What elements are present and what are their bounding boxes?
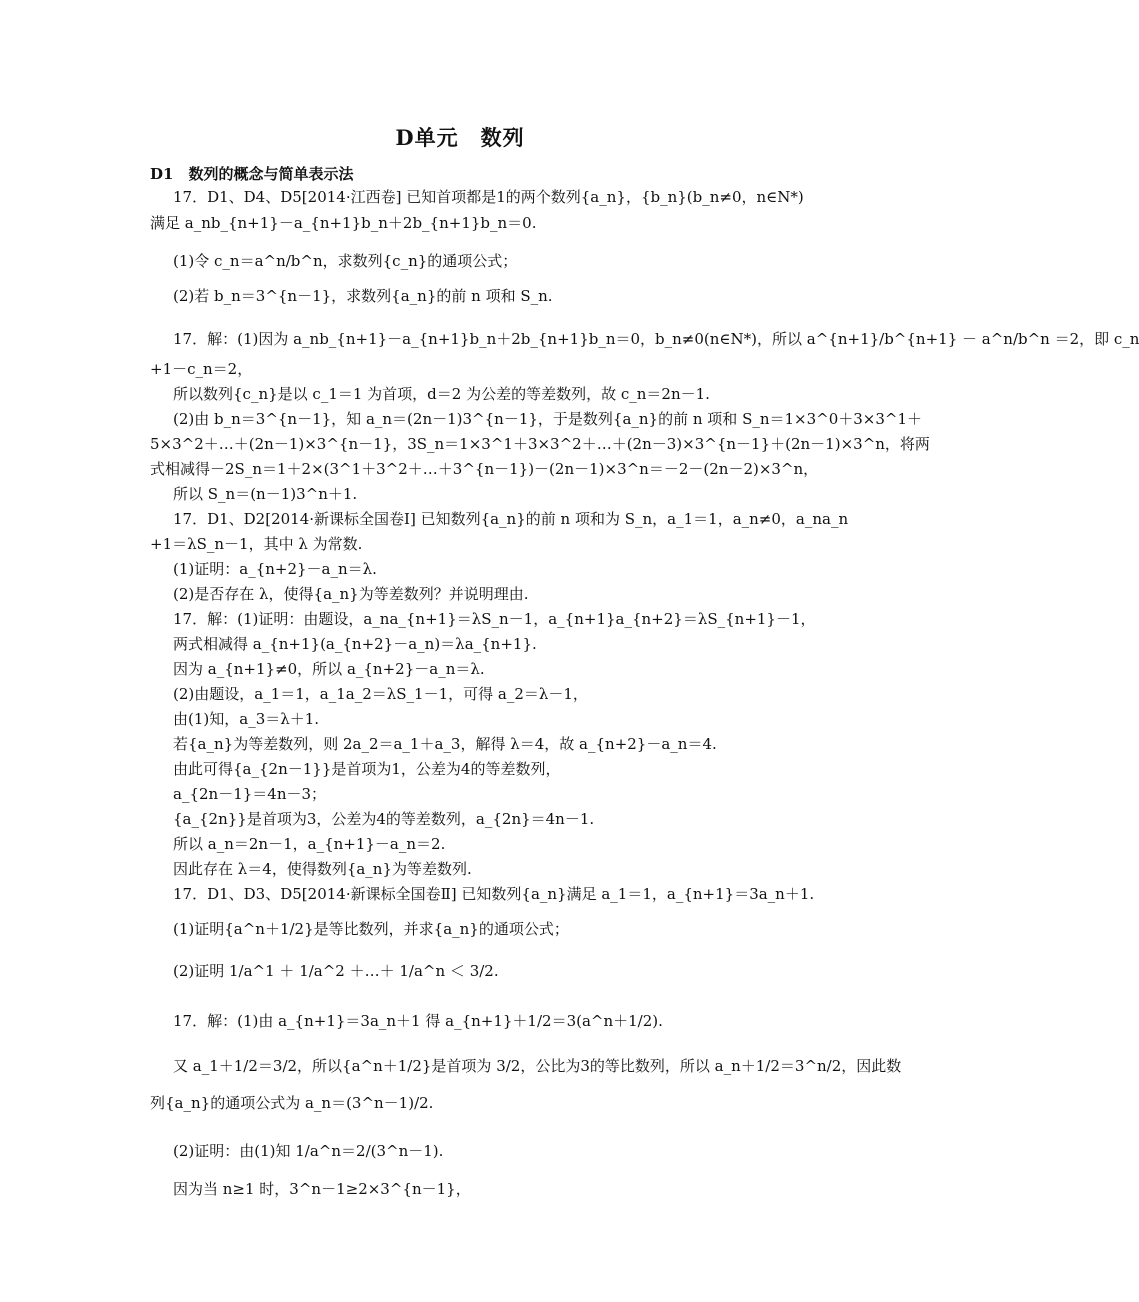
text-line: 17．解：(1)证明：由题设，a_na_{n+1}＝λS_n－1，a_{n+1}a_{n+2}＝λS_{n+1}－1，: [173, 610, 816, 628]
text-line: 所以 S_n＝(n－1)3^n＋1.: [173, 485, 358, 503]
text-line: 若{a_n}为等差数列，则 2a_2＝a_1＋a_3，解得 λ＝4，故 a_{n+2}－a_n＝4.: [173, 735, 717, 753]
text-line: 式相减得－2S_n＝1＋2×(3^1＋3^2＋…＋3^{n－1})－(2n－1)×3^n＝－2－(2n－2)×3^n，: [150, 460, 819, 478]
text-line: (2)是否存在 λ，使得{a_n}为等差数列？并说明理由.: [173, 585, 529, 603]
text-line: (2)证明：由(1)知 1/a^n＝2/(3^n－1).: [173, 1142, 444, 1160]
text-line: {a_{2n}}是首项为3，公差为4的等差数列，a_{2n}＝4n－1.: [173, 810, 595, 828]
text-line: 17．解：(1)因为 a_nb_{n+1}－a_{n+1}b_n＋2b_{n+1}b_n＝0，b_n≠0(n∈N*)，所以 a^{n+1}/b^{n+1} － a^n/b^n ＝2，即 c_n: [173, 330, 1139, 348]
page-title: D单元 数列: [395, 125, 525, 150]
text-line: (1)证明{a^n＋1/2}是等比数列，并求{a_n}的通项公式；: [173, 920, 569, 938]
text-line: (2)由 b_n＝3^{n－1}，知 a_n＝(2n－1)3^{n－1}，于是数列{a_n}的前 n 项和 S_n＝1×3^0＋3×3^1＋: [173, 410, 923, 428]
text-line: a_{2n－1}＝4n－3；: [173, 785, 327, 803]
text-line: (2)证明 1/a^1 ＋ 1/a^2 ＋…＋ 1/a^n ＜ 3/2.: [173, 962, 499, 980]
text-line: (1)证明：a_{n+2}－a_n＝λ.: [173, 560, 377, 578]
text-line: 因为当 n≥1 时，3^n－1≥2×3^{n－1}，: [173, 1180, 471, 1198]
text-line: 17．解：(1)由 a_{n+1}＝3a_n＋1 得 a_{n+1}＋1/2＝3(a^n＋1/2).: [173, 1012, 663, 1030]
text-line: 17．D1、D4、D5[2014·江西卷] 已知首项都是1的两个数列{a_n}，{b_n}(b_n≠0，n∈N*): [173, 188, 804, 206]
text-line: 因为 a_{n+1}≠0，所以 a_{n+2}－a_n＝λ.: [173, 660, 485, 678]
text-line: 满足 a_nb_{n+1}－a_{n+1}b_n＋2b_{n+1}b_n＝0.: [150, 214, 537, 232]
text-line: 由(1)知，a_3＝λ＋1.: [173, 710, 320, 728]
text-line: 又 a_1＋1/2＝3/2，所以{a^n＋1/2}是首项为 3/2，公比为3的等比数列，所以 a_n＋1/2＝3^n/2，因此数: [173, 1057, 902, 1075]
text-line: (2)若 b_n＝3^{n－1}，求数列{a_n}的前 n 项和 S_n.: [173, 287, 553, 305]
section-heading: D1 数列的概念与简单表示法: [150, 165, 354, 183]
text-line: +1－c_n＝2，: [150, 360, 253, 378]
text-line: 17．D1、D2[2014·新课标全国卷Ⅰ] 已知数列{a_n}的前 n 项和为 S_n，a_1＝1，a_n≠0，a_na_n: [173, 510, 849, 528]
text-line: 所以 a_n＝2n－1，a_{n+1}－a_n＝2.: [173, 835, 446, 853]
text-line: 因此存在 λ＝4，使得数列{a_n}为等差数列.: [173, 860, 472, 878]
text-line: 由此可得{a_{2n－1}}是首项为1，公差为4的等差数列，: [173, 760, 561, 778]
text-line: (2)由题设，a_1＝1，a_1a_2＝λS_1－1，可得 a_2＝λ－1，: [173, 685, 588, 703]
text-line: +1＝λS_n－1，其中 λ 为常数.: [150, 535, 363, 553]
text-line: (1)令 c_n＝a^n/b^n，求数列{c_n}的通项公式；: [173, 252, 518, 270]
text-line: 两式相减得 a_{n+1}(a_{n+2}－a_n)＝λa_{n+1}.: [173, 635, 537, 653]
text-line: 5×3^2＋…＋(2n－1)×3^{n－1}，3S_n＝1×3^1＋3×3^2＋…＋(2n－3)×3^{n－1}＋(2n－1)×3^n，将两: [150, 435, 930, 453]
text-line: 列{a_n}的通项公式为 a_n＝(3^n－1)/2.: [150, 1094, 434, 1112]
text-line: 所以数列{c_n}是以 c_1＝1 为首项，d＝2 为公差的等差数列，故 c_n＝2n－1.: [173, 385, 710, 403]
text-line: 17．D1、D3、D5[2014·新课标全国卷Ⅱ] 已知数列{a_n}满足 a_1＝1，a_{n+1}＝3a_n＋1.: [173, 885, 815, 903]
